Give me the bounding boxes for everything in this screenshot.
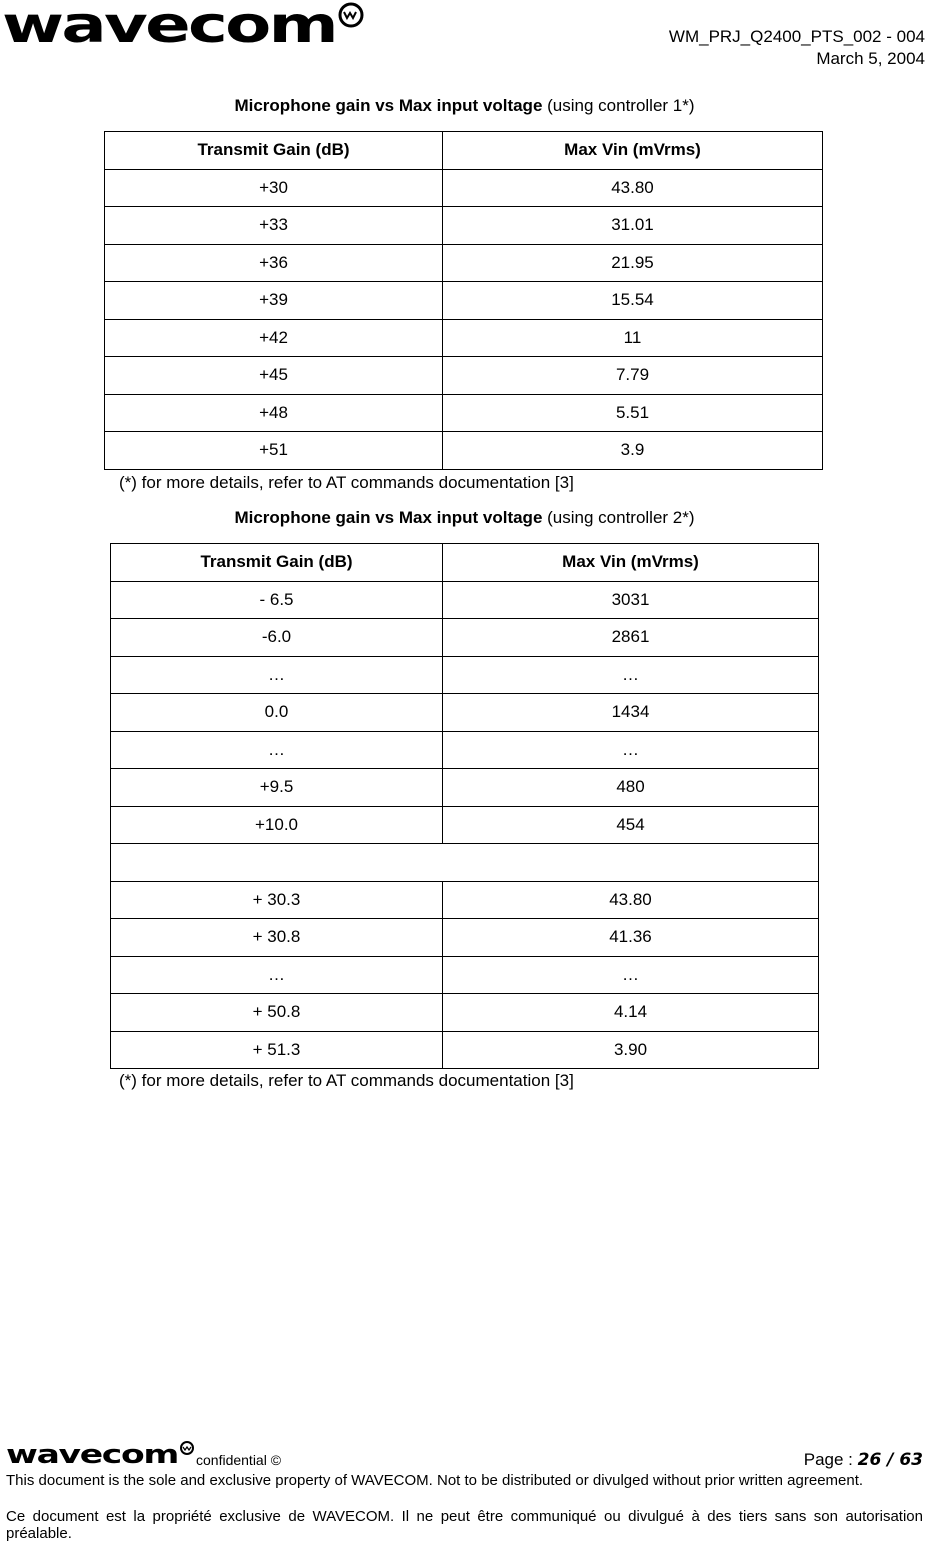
table-row bbox=[111, 956, 819, 994]
vin-cell: 11 bbox=[443, 319, 823, 357]
vin-cell: 4.14 bbox=[443, 994, 819, 1032]
table-row bbox=[111, 1031, 819, 1069]
table2-caption: Microphone gain vs Max input voltage (using controller 2*) bbox=[234, 508, 695, 527]
vin-cell: … bbox=[443, 956, 819, 994]
table-row bbox=[111, 806, 819, 844]
table2-footnote: (*) for more details, refer to AT commands documentation [3] bbox=[119, 1071, 574, 1090]
svg-text:wavecom: wavecom bbox=[2, 2, 336, 50]
gain-cell: … bbox=[111, 956, 443, 994]
gain-cell: - 6.5 bbox=[111, 581, 443, 619]
vin-cell: … bbox=[443, 731, 819, 769]
gain-cell: -6.0 bbox=[111, 619, 443, 657]
gain-cell: 0.0 bbox=[111, 694, 443, 732]
table-row bbox=[111, 731, 819, 769]
notice-english: This document is the sole and exclusive property of WAVECOM. Not to be distributed or divulged without prior written agreement. bbox=[6, 1472, 864, 1489]
header-cell: Max Vin (mVrms) bbox=[443, 132, 823, 170]
header-cell: Max Vin (mVrms) bbox=[443, 544, 819, 582]
document-header bbox=[669, 26, 925, 70]
gain-cell: … bbox=[111, 656, 443, 694]
gain-cell: +36 bbox=[105, 244, 443, 282]
notice-french: Ce document est la propriété exclusive de WAVECOM. Il ne peut être communiqué ou divulgué à des tiers sans son autorisation préalable. bbox=[6, 1508, 923, 1542]
table-header-row bbox=[111, 544, 819, 582]
table-separator-row bbox=[111, 844, 819, 882]
vin-cell: 1434 bbox=[443, 694, 819, 732]
gain-cell: + 50.8 bbox=[111, 994, 443, 1032]
table-row bbox=[111, 919, 819, 957]
vin-cell: 5.51 bbox=[443, 394, 823, 432]
vin-cell: 41.36 bbox=[443, 919, 819, 957]
gain-cell: + 30.8 bbox=[111, 919, 443, 957]
vin-cell: 2861 bbox=[443, 619, 819, 657]
page-indicator bbox=[804, 1450, 923, 1470]
vin-cell: 480 bbox=[443, 769, 819, 807]
table-row bbox=[105, 244, 823, 282]
table-row bbox=[105, 319, 823, 357]
gain-cell: +10.0 bbox=[111, 806, 443, 844]
table1-footnote: (*) for more details, refer to AT commands documentation [3] bbox=[119, 473, 574, 492]
empty-merged-cell bbox=[111, 844, 819, 882]
vin-cell: 31.01 bbox=[443, 207, 823, 245]
table-row bbox=[105, 207, 823, 245]
table-row bbox=[105, 357, 823, 395]
vin-cell: 3031 bbox=[443, 581, 819, 619]
doc-date: March 5, 2004 bbox=[816, 49, 925, 68]
vin-cell: 7.79 bbox=[443, 357, 823, 395]
table-row bbox=[105, 169, 823, 207]
vin-cell: 15.54 bbox=[443, 282, 823, 320]
gain-cell: + 51.3 bbox=[111, 1031, 443, 1069]
table-row bbox=[111, 881, 819, 919]
table1-caption: Microphone gain vs Max input voltage (using controller 1*) bbox=[234, 96, 695, 115]
gain-cell: + 30.3 bbox=[111, 881, 443, 919]
vin-cell: 454 bbox=[443, 806, 819, 844]
table-row bbox=[111, 994, 819, 1032]
table-row bbox=[111, 769, 819, 807]
gain-cell: +30 bbox=[105, 169, 443, 207]
gain-cell: +39 bbox=[105, 282, 443, 320]
vin-cell: 43.80 bbox=[443, 881, 819, 919]
gain-cell: +51 bbox=[105, 432, 443, 470]
svg-text:wavecom: wavecom bbox=[6, 1441, 178, 1467]
table-row bbox=[111, 619, 819, 657]
table2 bbox=[110, 543, 819, 1069]
header-cell: Transmit Gain (dB) bbox=[111, 544, 443, 582]
table-row bbox=[105, 394, 823, 432]
doc-reference: WM_PRJ_Q2400_PTS_002 - 004 bbox=[668, 27, 925, 46]
gain-cell: +45 bbox=[105, 357, 443, 395]
table-row bbox=[111, 656, 819, 694]
gain-cell: +33 bbox=[105, 207, 443, 245]
table-header-row bbox=[105, 132, 823, 170]
vin-cell: … bbox=[443, 656, 819, 694]
vin-cell: 43.80 bbox=[443, 169, 823, 207]
table1 bbox=[104, 131, 823, 470]
gain-cell: +9.5 bbox=[111, 769, 443, 807]
table-row bbox=[105, 282, 823, 320]
vin-cell: 21.95 bbox=[443, 244, 823, 282]
table-row bbox=[105, 432, 823, 470]
gain-cell: … bbox=[111, 731, 443, 769]
confidential-label: confidential © bbox=[196, 1452, 282, 1468]
table-row bbox=[111, 581, 819, 619]
gain-cell: +42 bbox=[105, 319, 443, 357]
vin-cell: 3.90 bbox=[443, 1031, 819, 1069]
header-cell: Transmit Gain (dB) bbox=[105, 132, 443, 170]
wavecom-logo bbox=[2, 2, 364, 50]
wavecom-footer-logo bbox=[6, 1441, 194, 1467]
vin-cell: 3.9 bbox=[443, 432, 823, 470]
page-label: Page : bbox=[803, 1450, 858, 1469]
gain-cell: +48 bbox=[105, 394, 443, 432]
table-row bbox=[111, 694, 819, 732]
page-number: 26 / 63 bbox=[857, 1450, 923, 1470]
